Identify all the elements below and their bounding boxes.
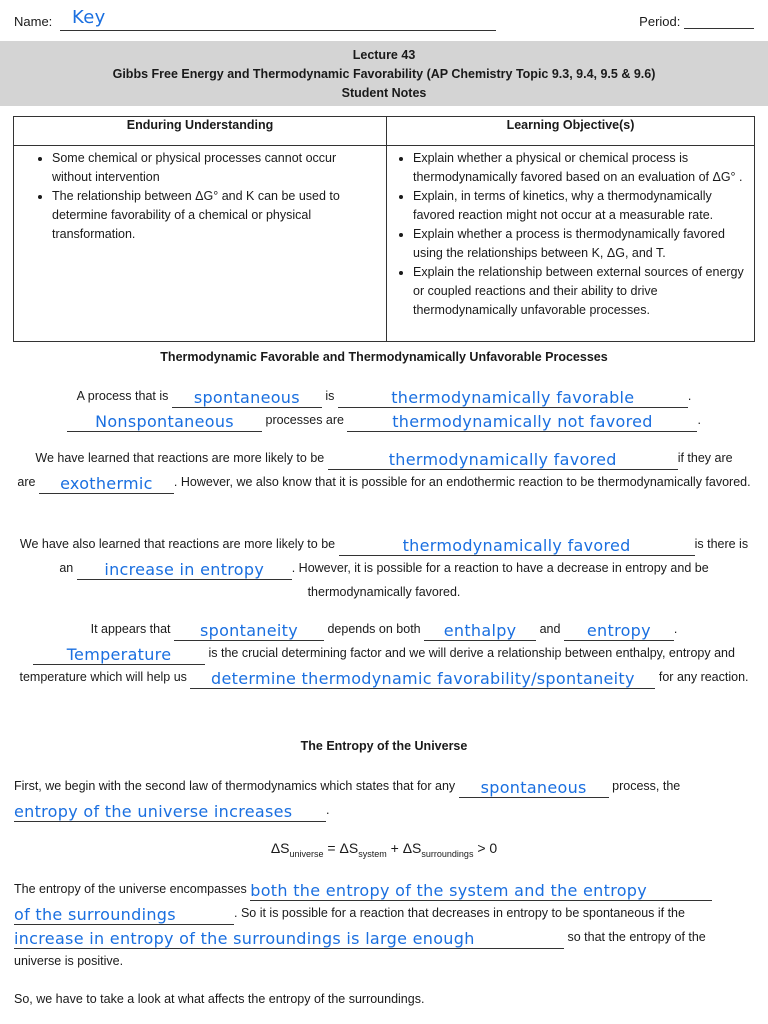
list-item: • Explain, in terms of kinetics, why a thermodynamically favored reaction might not occur at a measurable rate.	[413, 187, 746, 225]
blank-8[interactable]: increase in entropy	[77, 561, 292, 580]
objectives-table	[13, 116, 755, 342]
paragraph-1: A process that is spontaneous is thermodynamically favorable . Nonspontaneous processes are thermodynamically not favored .	[14, 384, 754, 432]
name-label: Name:	[14, 14, 53, 29]
blank-14[interactable]: spontaneous	[459, 779, 609, 798]
name-value: Key	[72, 7, 106, 28]
blank-1[interactable]: spontaneous	[172, 389, 322, 408]
lecture-subtitle: Student Notes	[341, 86, 427, 100]
name-field[interactable]	[60, 7, 496, 31]
are-label: are	[17, 475, 39, 489]
entropy-equation: $\Delta S_{universe} = \Delta S_{system} + \Delta S_{surroundings} > 0$	[270, 840, 498, 859]
blank-11[interactable]: entropy	[564, 622, 674, 641]
blank-6[interactable]: exothermic	[39, 475, 174, 494]
blank-15[interactable]: entropy of the universe increases	[14, 803, 326, 822]
paragraph-3: We have also learned that reactions are more likely to be thermodynamically favored is there is an increase in entropy . However, it is possible for a reaction to have a decrease in entropy and be thermodynamically favored.	[19, 536, 749, 599]
list-item: • Explain the relationship between external sources of energy or coupled reactions and their ability to drive thermodynamically unfavorable processes.	[413, 263, 746, 320]
paragraph-6: The entropy of the universe encompasses both the entropy of the system and the entropy of the surroundings . So it is possible for a reaction that decreases in entropy to be spontaneous if the increase in entropy of the surroundings is large enough so that the entropy of the universe is positive.	[14, 877, 754, 973]
paragraph-4: It appears that spontaneity depends on both enthalpy and entropy . Temperature is the crucial determining factor and we will derive a relationship between enthalpy, entropy and temperature which will help us determine thermodynamic favorability/spontaneity for any reaction.	[19, 621, 749, 688]
list-item: • The relationship between ΔG° and K can be used to determine favorability of a chemical or physical transformation.	[52, 187, 378, 244]
blank-2[interactable]: thermodynamically favorable	[338, 389, 688, 408]
paragraph-2: We have learned that reactions are more likely to be thermodynamically favored if they are	[35, 450, 733, 469]
blank-10[interactable]: enthalpy	[424, 622, 536, 641]
section-title-entropy-universe: The Entropy of the Universe	[300, 739, 468, 753]
blank-12[interactable]: Temperature	[33, 646, 205, 665]
blank-17[interactable]: of the surroundings	[14, 906, 234, 925]
blank-13[interactable]: determine thermodynamic favorability/spontaneity	[190, 670, 655, 689]
blank-7[interactable]: thermodynamically favored	[339, 537, 695, 556]
list-item: • Explain whether a physical or chemical process is thermodynamically favored based on an evaluation of ΔG° .	[413, 149, 746, 187]
blank-4[interactable]: thermodynamically not favored	[347, 413, 697, 432]
name-period-row	[14, 7, 754, 34]
paragraph-2-cont: are exothermic . However, we also know that it is possible for an endothermic reaction to be thermodynamically favored.	[17, 474, 751, 493]
learning-objectives-cell	[387, 146, 755, 342]
lecture-title: Gibbs Free Energy and Thermodynamic Favorability (AP Chemistry Topic 9.3, 9.4, 9.5 & 9.6)	[112, 67, 656, 81]
paragraph-5: First, we begin with the second law of thermodynamics which states that for any spontaneous process, the entropy of the universe increases .	[14, 778, 681, 821]
enduring-understanding-header: Enduring Understanding	[14, 117, 387, 146]
period-field[interactable]	[639, 14, 754, 29]
period-label: Period:	[639, 14, 681, 29]
section-title-favorability: Thermodynamic Favorable and Thermodynamically Unfavorable Processes	[160, 350, 608, 364]
blank-5[interactable]: thermodynamically favored	[328, 451, 678, 470]
enduring-understanding-cell	[14, 146, 387, 342]
lecture-header	[0, 41, 768, 106]
blank-18[interactable]: increase in entropy of the surroundings is large enough	[14, 930, 564, 949]
learning-objectives-header: Learning Objective(s)	[387, 117, 755, 146]
list-item: • Explain whether a process is thermodynamically favored using the relationships between K, ΔG, and T.	[413, 225, 746, 263]
blank-16[interactable]: both the entropy of the system and the entropy	[250, 882, 712, 901]
blank-3[interactable]: Nonspontaneous	[67, 413, 262, 432]
blank-9[interactable]: spontaneity	[174, 622, 324, 641]
list-item: • Some chemical or physical processes cannot occur without intervention	[52, 149, 378, 187]
period-blank	[684, 14, 754, 29]
paragraph-7: So, we have to take a look at what affects the entropy of the surroundings.	[14, 992, 425, 1006]
lecture-number: Lecture 43	[352, 48, 416, 62]
